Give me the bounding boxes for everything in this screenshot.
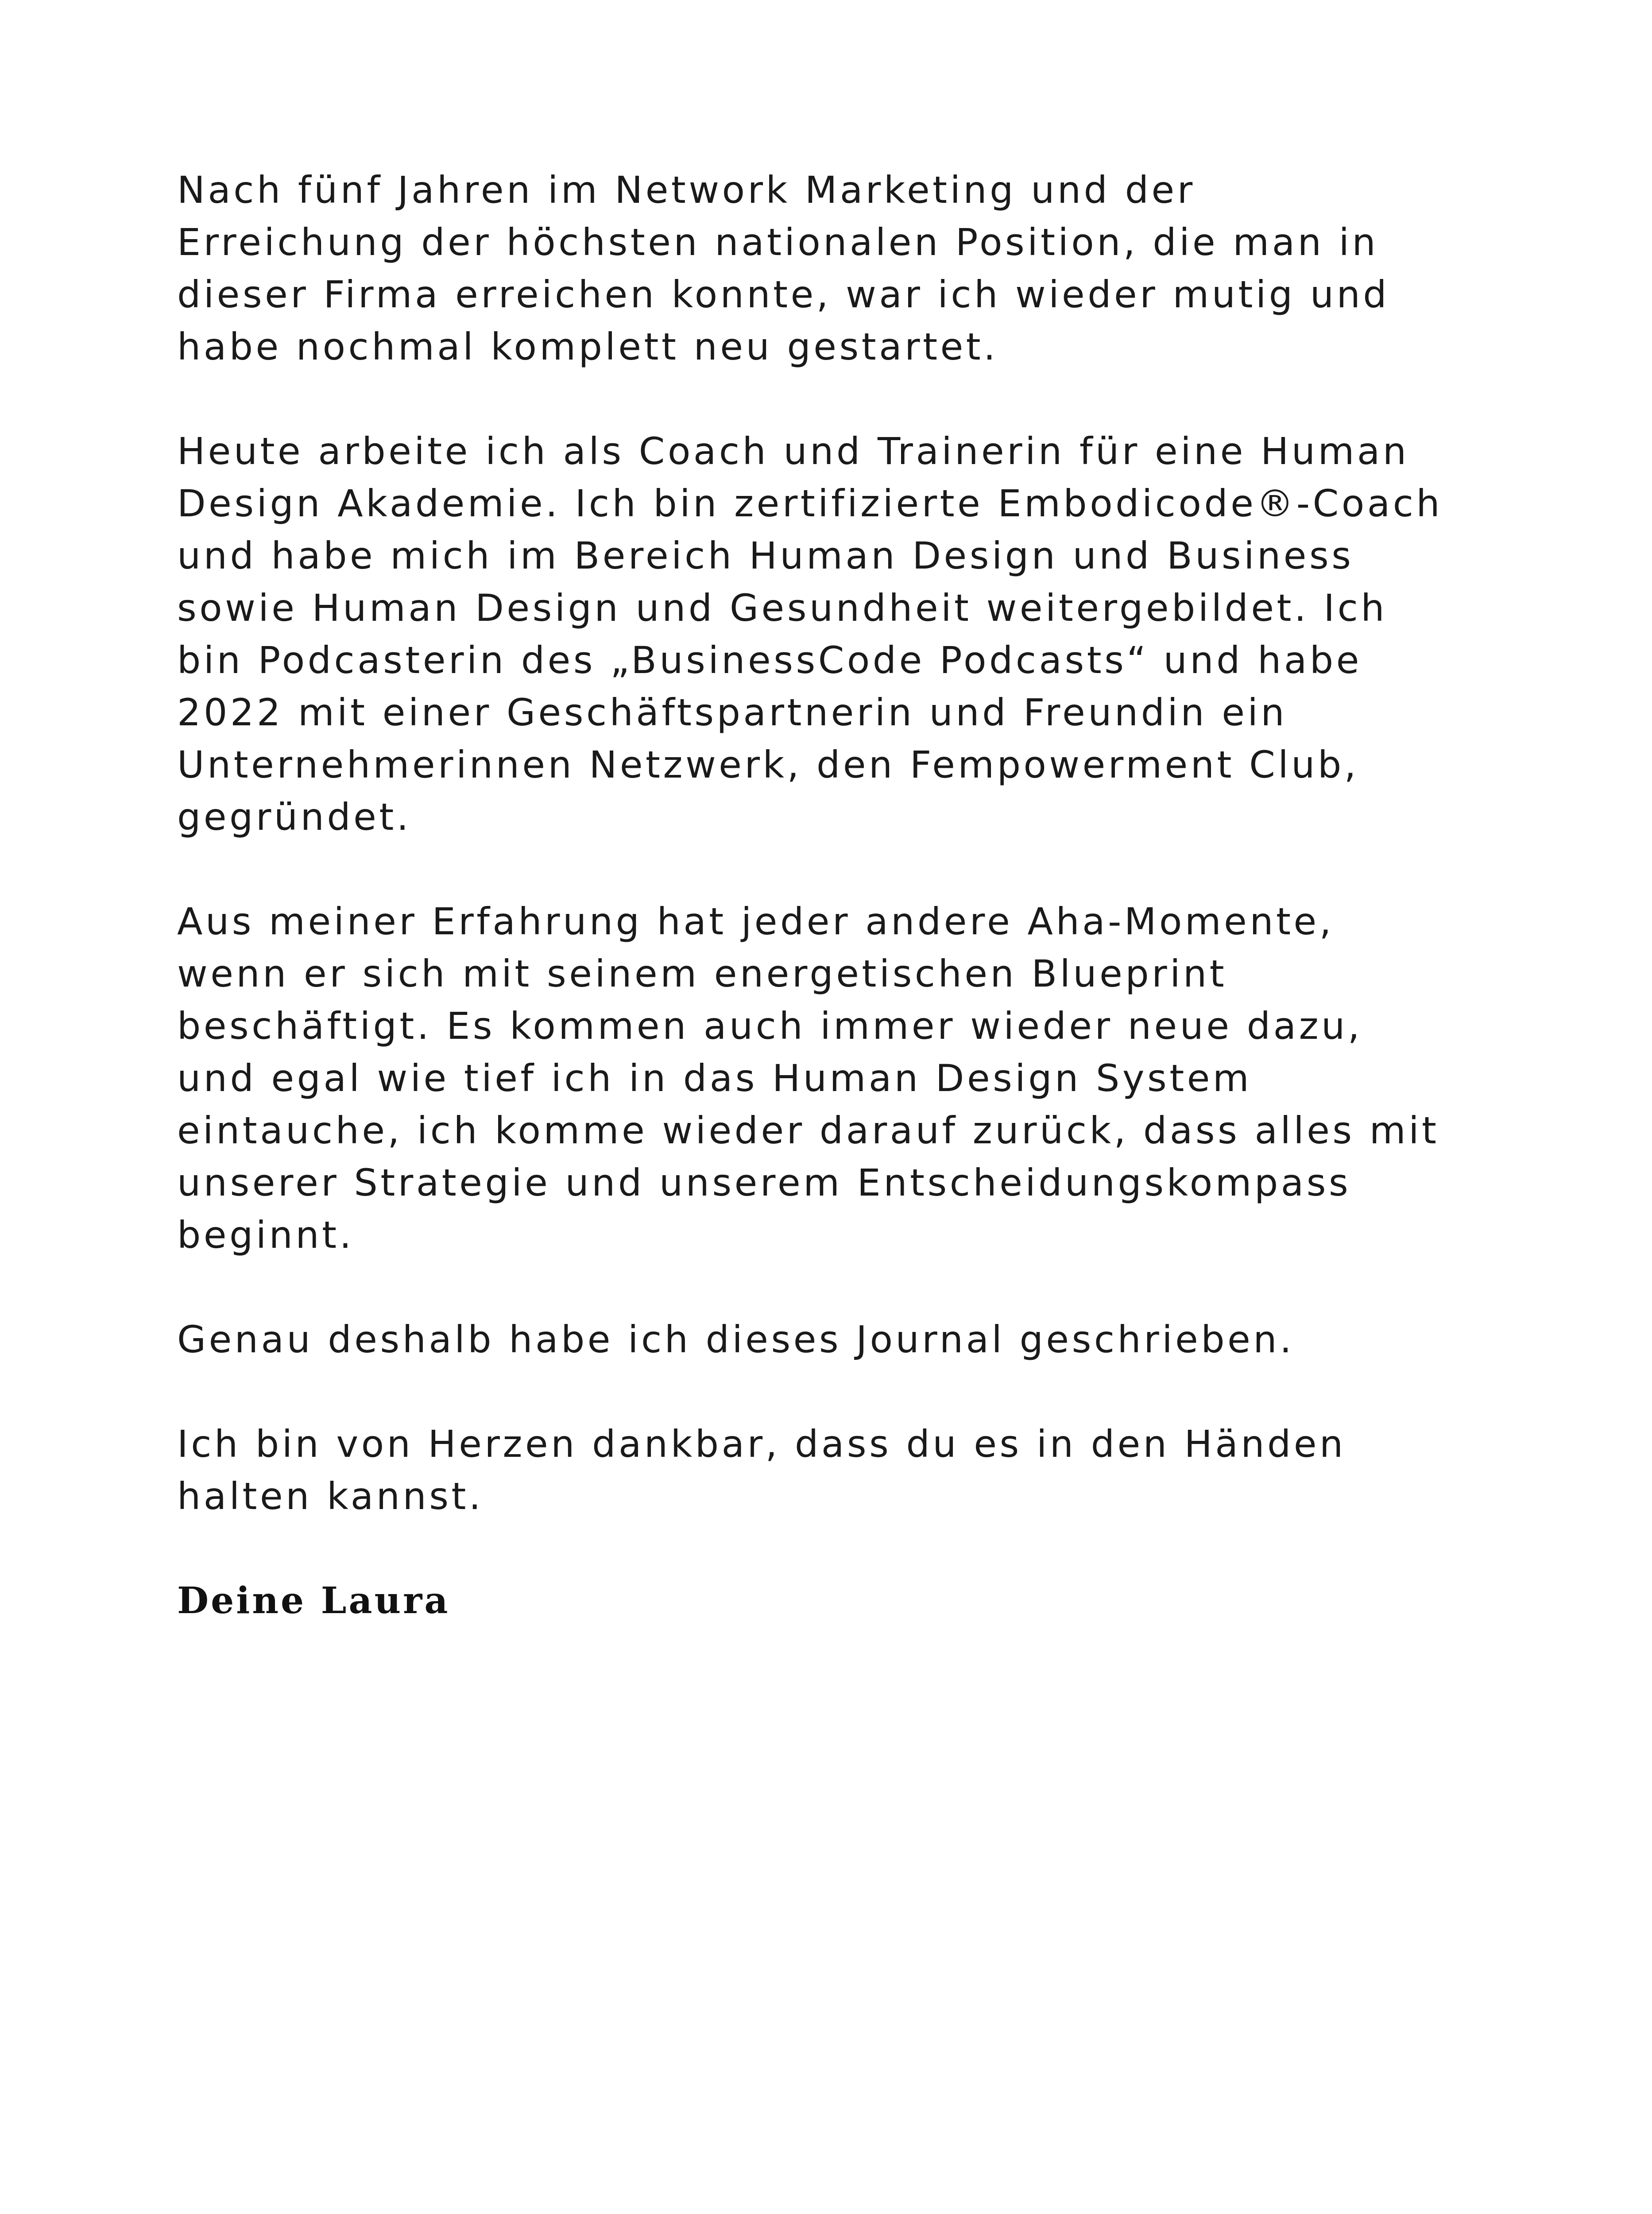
paragraph-journal	[177, 1313, 1505, 1366]
paragraph-coach-trainerin	[177, 425, 1505, 843]
text-line: gegründet.	[177, 795, 411, 839]
paragraph-network-marketing	[177, 164, 1505, 373]
text-line: eintauche, ich komme wieder darauf zurück, dass alles mit	[177, 1109, 1439, 1152]
text-line: Heute arbeite ich als Coach und Trainerin für eine Human	[177, 430, 1409, 473]
text-line: sowie Human Design und Gesundheit weitergebildet. Ich	[177, 586, 1388, 630]
text-line: und habe mich im Bereich Human Design und Business	[177, 534, 1354, 577]
text-line: dieser Firma erreichen konnte, war ich wieder mutig und	[177, 273, 1390, 316]
text-line: beschäftigt. Es kommen auch immer wieder neue dazu,	[177, 1004, 1363, 1048]
text-line: wenn er sich mit seinem energetischen Blueprint	[177, 952, 1227, 995]
text-line: und egal wie tief ich in das Human Design System	[177, 1057, 1252, 1100]
text-line: Unternehmerinnen Netzwerk, den Fempowerment Club,	[177, 743, 1359, 786]
paragraph-dankbar	[177, 1418, 1505, 1522]
text-line: unserer Strategie und unserem Entscheidungskompass	[177, 1161, 1351, 1204]
letter-body	[177, 164, 1505, 1627]
signature: Deine Laura	[177, 1579, 450, 1622]
text-line: Erreichung der höchsten nationalen Position, die man in	[177, 221, 1379, 264]
text-line: Design Akademie. Ich bin zertifizierte Embodicode®-Coach	[177, 482, 1443, 525]
text-line: beginnt.	[177, 1213, 354, 1257]
text-line: halten kannst.	[177, 1475, 484, 1518]
text-line: Genau deshalb habe ich dieses Journal geschrieben.	[177, 1318, 1295, 1361]
text-line: Aus meiner Erfahrung hat jeder andere Aha-Momente,	[177, 900, 1334, 943]
paragraph-aha-momente	[177, 895, 1505, 1261]
text-line: bin Podcasterin des „BusinessCode Podcasts“ und habe	[177, 639, 1362, 682]
text-line: Nach fünf Jahren im Network Marketing und der	[177, 168, 1195, 212]
text-line: Ich bin von Herzen dankbar, dass du es in den Händen	[177, 1422, 1346, 1466]
text-line: habe nochmal komplett neu gestartet.	[177, 325, 998, 368]
text-line: 2022 mit einer Geschäftspartnerin und Freundin ein	[177, 691, 1288, 734]
